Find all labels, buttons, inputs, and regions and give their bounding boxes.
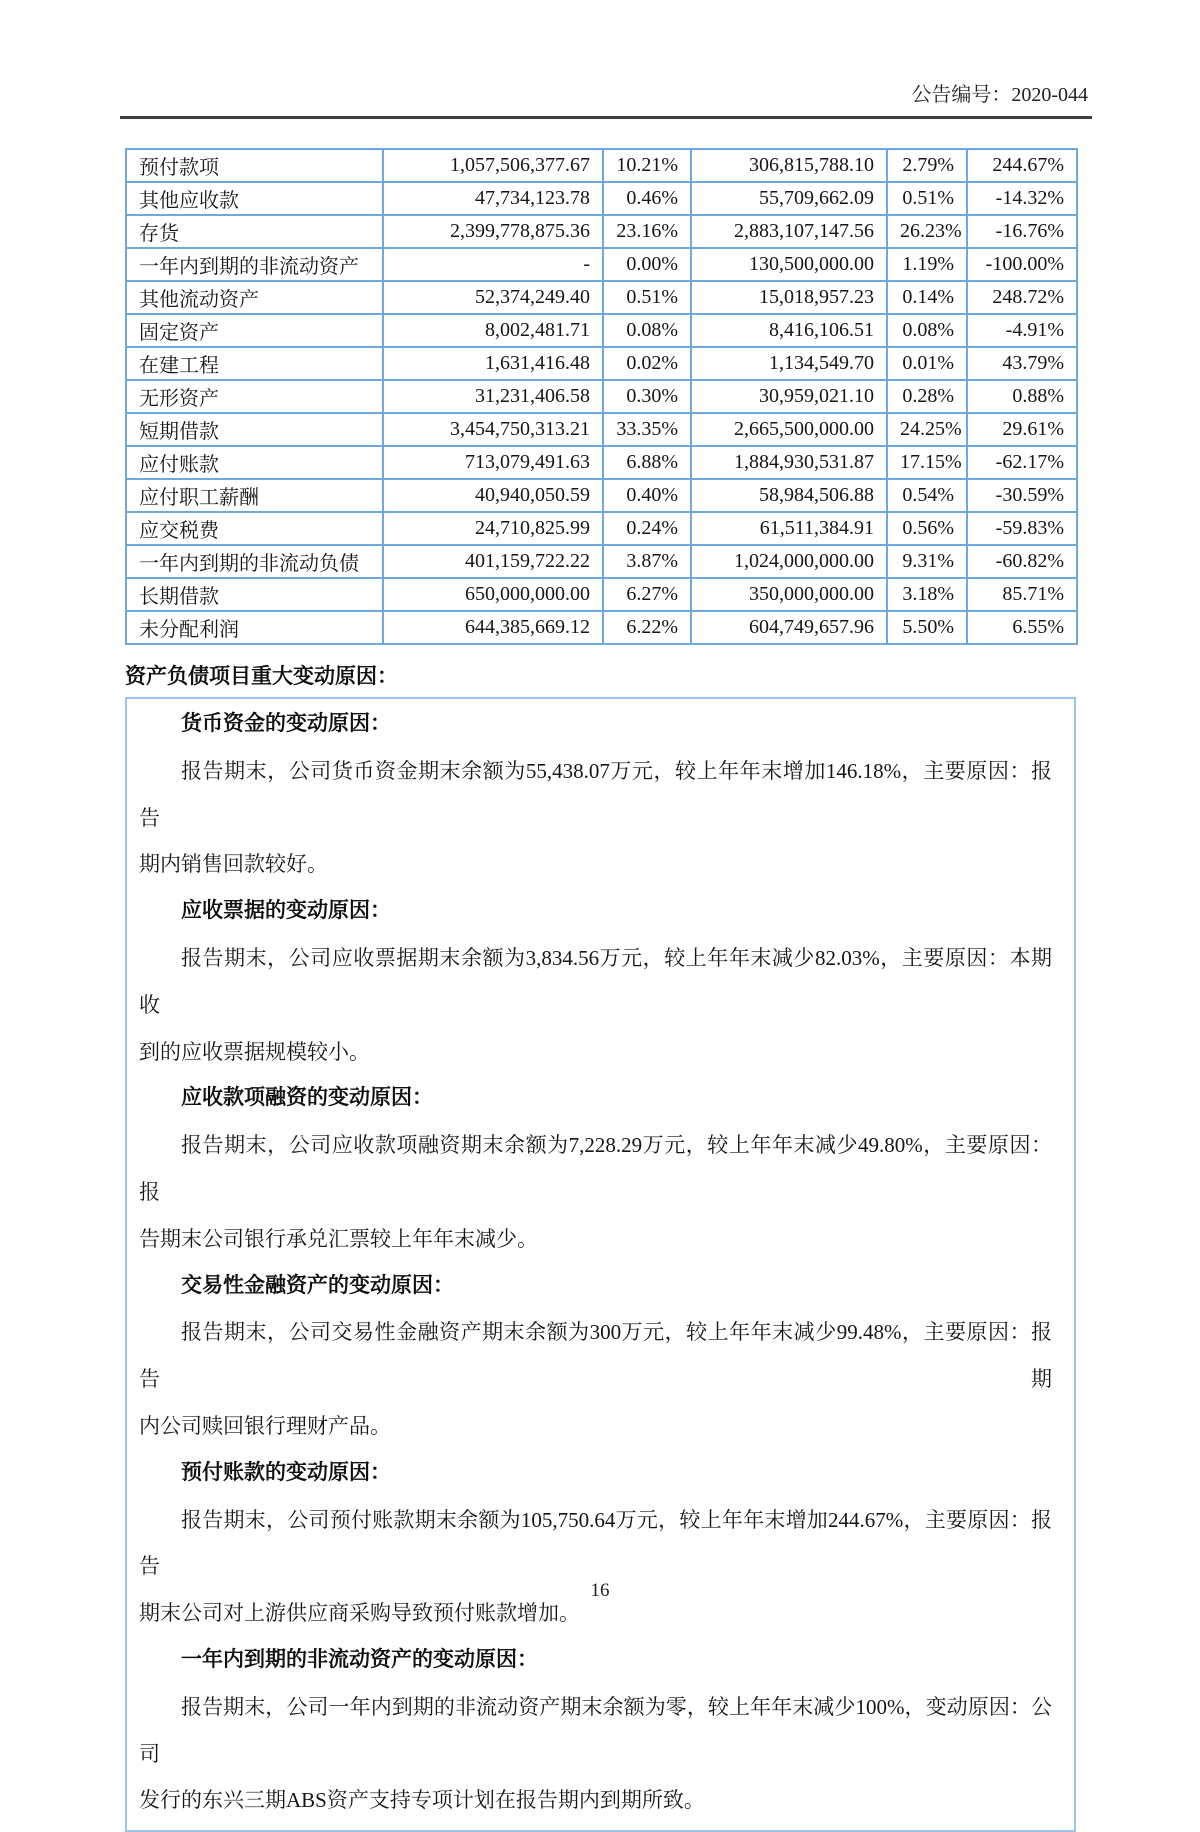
table-row bbox=[126, 413, 1077, 446]
cell-pct-prior: 0.51% bbox=[887, 182, 967, 215]
cell-item-name: 短期借款 bbox=[126, 413, 383, 446]
table-row bbox=[126, 182, 1077, 215]
cell-change-pct: -14.32% bbox=[967, 182, 1077, 215]
table-row bbox=[126, 512, 1077, 545]
cell-amount-prior: 2,665,500,000.00 bbox=[691, 413, 887, 446]
cell-pct-prior: 9.31% bbox=[887, 545, 967, 578]
table-row bbox=[126, 215, 1077, 248]
cell-pct-current: 0.02% bbox=[603, 347, 691, 380]
cell-amount-current: 8,002,481.71 bbox=[383, 314, 603, 347]
cell-pct-current: 6.88% bbox=[603, 446, 691, 479]
page-number: 16 bbox=[590, 1580, 610, 1601]
cell-item-name: 其他应收款 bbox=[126, 182, 383, 215]
cell-amount-prior: 55,709,662.09 bbox=[691, 182, 887, 215]
cell-change-pct: 85.71% bbox=[967, 578, 1077, 611]
cell-item-name: 长期借款 bbox=[126, 578, 383, 611]
reason-body-line: 报告期末，公司预付账款期末余额为105,750.64万元，较上年年末增加244.67%，主要原因：报告 bbox=[139, 1507, 1052, 1579]
cell-amount-current: 2,399,778,875.36 bbox=[383, 215, 603, 248]
reason-heading: 应收票据的变动原因： bbox=[181, 899, 391, 923]
cell-item-name: 未分配利润 bbox=[126, 611, 383, 644]
balance-sheet-items-table bbox=[125, 148, 1078, 645]
reason-body-line: 报告期末，公司交易性金融资产期末余额为300万元，较上年年末减少99.48%，主要原因：报告期 bbox=[139, 1320, 1052, 1392]
cell-pct-current: 33.35% bbox=[603, 413, 691, 446]
cell-item-name: 存货 bbox=[126, 215, 383, 248]
doc-number: 公告编号：2020-044 bbox=[911, 84, 1088, 106]
table-row bbox=[126, 149, 1077, 182]
reason-item bbox=[139, 1075, 1052, 1262]
cell-amount-prior: 1,024,000,000.00 bbox=[691, 545, 887, 578]
cell-pct-prior: 1.19% bbox=[887, 248, 967, 281]
table-row bbox=[126, 479, 1077, 512]
cell-amount-current: 644,385,669.12 bbox=[383, 611, 603, 644]
cell-amount-prior: 15,018,957.23 bbox=[691, 281, 887, 314]
cell-pct-prior: 3.18% bbox=[887, 578, 967, 611]
cell-pct-prior: 0.54% bbox=[887, 479, 967, 512]
reason-body-line: 报告期末，公司一年内到期的非流动资产期末余额为零，较上年年末减少100%，变动原因：公司 bbox=[139, 1694, 1052, 1766]
reason-body-line: 报告期末，公司应收票据期末余额为3,834.56万元，较上年年末减少82.03%，主要原因：本期收 bbox=[139, 945, 1052, 1017]
cell-pct-prior: 2.79% bbox=[887, 149, 967, 182]
cell-amount-prior: 2,883,107,147.56 bbox=[691, 215, 887, 248]
cell-amount-prior: 30,959,021.10 bbox=[691, 380, 887, 413]
cell-item-name: 应付职工薪酬 bbox=[126, 479, 383, 512]
reason-heading: 一年内到期的非流动资产的变动原因： bbox=[181, 1647, 538, 1671]
reason-heading: 交易性金融资产的变动原因： bbox=[181, 1273, 454, 1297]
cell-amount-current: 1,057,506,377.67 bbox=[383, 149, 603, 182]
reason-body-line: 期内销售回款较好。 bbox=[139, 852, 328, 877]
cell-change-pct: 0.88% bbox=[967, 380, 1077, 413]
reason-body-line: 报告期末，公司货币资金期末余额为55,438.07万元，较上年年末增加146.18%，主要原因：报告 bbox=[139, 758, 1052, 830]
cell-item-name: 其他流动资产 bbox=[126, 281, 383, 314]
reason-body-line: 告期末公司银行承兑汇票较上年年末减少。 bbox=[139, 1226, 538, 1251]
cell-change-pct: -100.00% bbox=[967, 248, 1077, 281]
cell-pct-current: 0.51% bbox=[603, 281, 691, 314]
cell-change-pct: 6.55% bbox=[967, 611, 1077, 644]
cell-change-pct: -59.83% bbox=[967, 512, 1077, 545]
table-row bbox=[126, 545, 1077, 578]
reason-heading: 预付账款的变动原因： bbox=[181, 1460, 391, 1484]
header-rule bbox=[120, 116, 1092, 119]
cell-change-pct: -60.82% bbox=[967, 545, 1077, 578]
cell-change-pct: -16.76% bbox=[967, 215, 1077, 248]
cell-pct-prior: 0.01% bbox=[887, 347, 967, 380]
cell-pct-current: 10.21% bbox=[603, 149, 691, 182]
cell-item-name: 固定资产 bbox=[126, 314, 383, 347]
cell-amount-current: 650,000,000.00 bbox=[383, 578, 603, 611]
cell-amount-current: 713,079,491.63 bbox=[383, 446, 603, 479]
cell-change-pct: 244.67% bbox=[967, 149, 1077, 182]
reason-body-line: 内公司赎回银行理财产品。 bbox=[139, 1413, 391, 1438]
cell-change-pct: -4.91% bbox=[967, 314, 1077, 347]
table-row bbox=[126, 446, 1077, 479]
cell-pct-current: 0.08% bbox=[603, 314, 691, 347]
reason-item bbox=[139, 701, 1052, 888]
cell-amount-current: 47,734,123.78 bbox=[383, 182, 603, 215]
cell-pct-current: 6.27% bbox=[603, 578, 691, 611]
cell-pct-prior: 0.14% bbox=[887, 281, 967, 314]
cell-pct-prior: 24.25% bbox=[887, 413, 967, 446]
cell-pct-current: 0.30% bbox=[603, 380, 691, 413]
cell-pct-current: 6.22% bbox=[603, 611, 691, 644]
table-row bbox=[126, 578, 1077, 611]
cell-pct-prior: 0.08% bbox=[887, 314, 967, 347]
reason-body-line: 报告期末，公司应收款项融资期末余额为7,228.29万元，较上年年末减少49.80%，主要原因：报 bbox=[139, 1133, 1052, 1204]
cell-item-name: 在建工程 bbox=[126, 347, 383, 380]
cell-pct-current: 0.00% bbox=[603, 248, 691, 281]
table-row bbox=[126, 281, 1077, 314]
cell-amount-prior: 306,815,788.10 bbox=[691, 149, 887, 182]
cell-pct-current: 0.46% bbox=[603, 182, 691, 215]
table-row bbox=[126, 347, 1077, 380]
cell-item-name: 预付款项 bbox=[126, 149, 383, 182]
cell-amount-prior: 1,884,930,531.87 bbox=[691, 446, 887, 479]
reasons-box bbox=[125, 697, 1076, 1832]
cell-pct-current: 3.87% bbox=[603, 545, 691, 578]
reason-heading: 应收款项融资的变动原因： bbox=[181, 1086, 433, 1110]
reason-heading: 货币资金的变动原因： bbox=[181, 712, 391, 735]
cell-amount-current: 401,159,722.22 bbox=[383, 545, 603, 578]
cell-change-pct: 29.61% bbox=[967, 413, 1077, 446]
cell-change-pct: -30.59% bbox=[967, 479, 1077, 512]
cell-pct-current: 0.40% bbox=[603, 479, 691, 512]
reason-body-line: 期末公司对上游供应商采购导致预付账款增加。 bbox=[139, 1601, 580, 1626]
cell-amount-prior: 130,500,000.00 bbox=[691, 248, 887, 281]
cell-item-name: 应付账款 bbox=[126, 446, 383, 479]
cell-amount-current: - bbox=[383, 248, 603, 281]
cell-change-pct: 43.79% bbox=[967, 347, 1077, 380]
cell-amount-prior: 8,416,106.51 bbox=[691, 314, 887, 347]
table-row bbox=[126, 380, 1077, 413]
cell-amount-current: 1,631,416.48 bbox=[383, 347, 603, 380]
cell-pct-prior: 17.15% bbox=[887, 446, 967, 479]
table-row bbox=[126, 611, 1077, 644]
cell-item-name: 无形资产 bbox=[126, 380, 383, 413]
cell-amount-prior: 1,134,549.70 bbox=[691, 347, 887, 380]
cell-pct-prior: 5.50% bbox=[887, 611, 967, 644]
cell-amount-prior: 350,000,000.00 bbox=[691, 578, 887, 611]
cell-item-name: 一年内到期的非流动负债 bbox=[126, 545, 383, 578]
cell-change-pct: 248.72% bbox=[967, 281, 1077, 314]
cell-amount-current: 52,374,249.40 bbox=[383, 281, 603, 314]
cell-pct-current: 0.24% bbox=[603, 512, 691, 545]
table-row bbox=[126, 248, 1077, 281]
cell-amount-current: 40,940,050.59 bbox=[383, 479, 603, 512]
cell-amount-prior: 58,984,506.88 bbox=[691, 479, 887, 512]
cell-amount-prior: 61,511,384.91 bbox=[691, 512, 887, 545]
cell-amount-prior: 604,749,657.96 bbox=[691, 611, 887, 644]
section-title: 资产负债项目重大变动原因： bbox=[125, 665, 398, 688]
cell-pct-current: 23.16% bbox=[603, 215, 691, 248]
reason-item bbox=[139, 888, 1052, 1075]
cell-item-name: 一年内到期的非流动资产 bbox=[126, 248, 383, 281]
table-row bbox=[126, 314, 1077, 347]
cell-amount-current: 31,231,406.58 bbox=[383, 380, 603, 413]
reason-item bbox=[139, 1263, 1052, 1450]
cell-amount-current: 3,454,750,313.21 bbox=[383, 413, 603, 446]
reason-item bbox=[139, 1450, 1052, 1637]
reason-item bbox=[139, 1637, 1052, 1824]
cell-pct-prior: 26.23% bbox=[887, 215, 967, 248]
reason-body-line: 发行的东兴三期ABS资产支持专项计划在报告期内到期所致。 bbox=[139, 1788, 705, 1813]
cell-pct-prior: 0.28% bbox=[887, 380, 967, 413]
cell-pct-prior: 0.56% bbox=[887, 512, 967, 545]
cell-item-name: 应交税费 bbox=[126, 512, 383, 545]
cell-amount-current: 24,710,825.99 bbox=[383, 512, 603, 545]
cell-change-pct: -62.17% bbox=[967, 446, 1077, 479]
reason-body-line: 到的应收票据规模较小。 bbox=[139, 1039, 370, 1064]
